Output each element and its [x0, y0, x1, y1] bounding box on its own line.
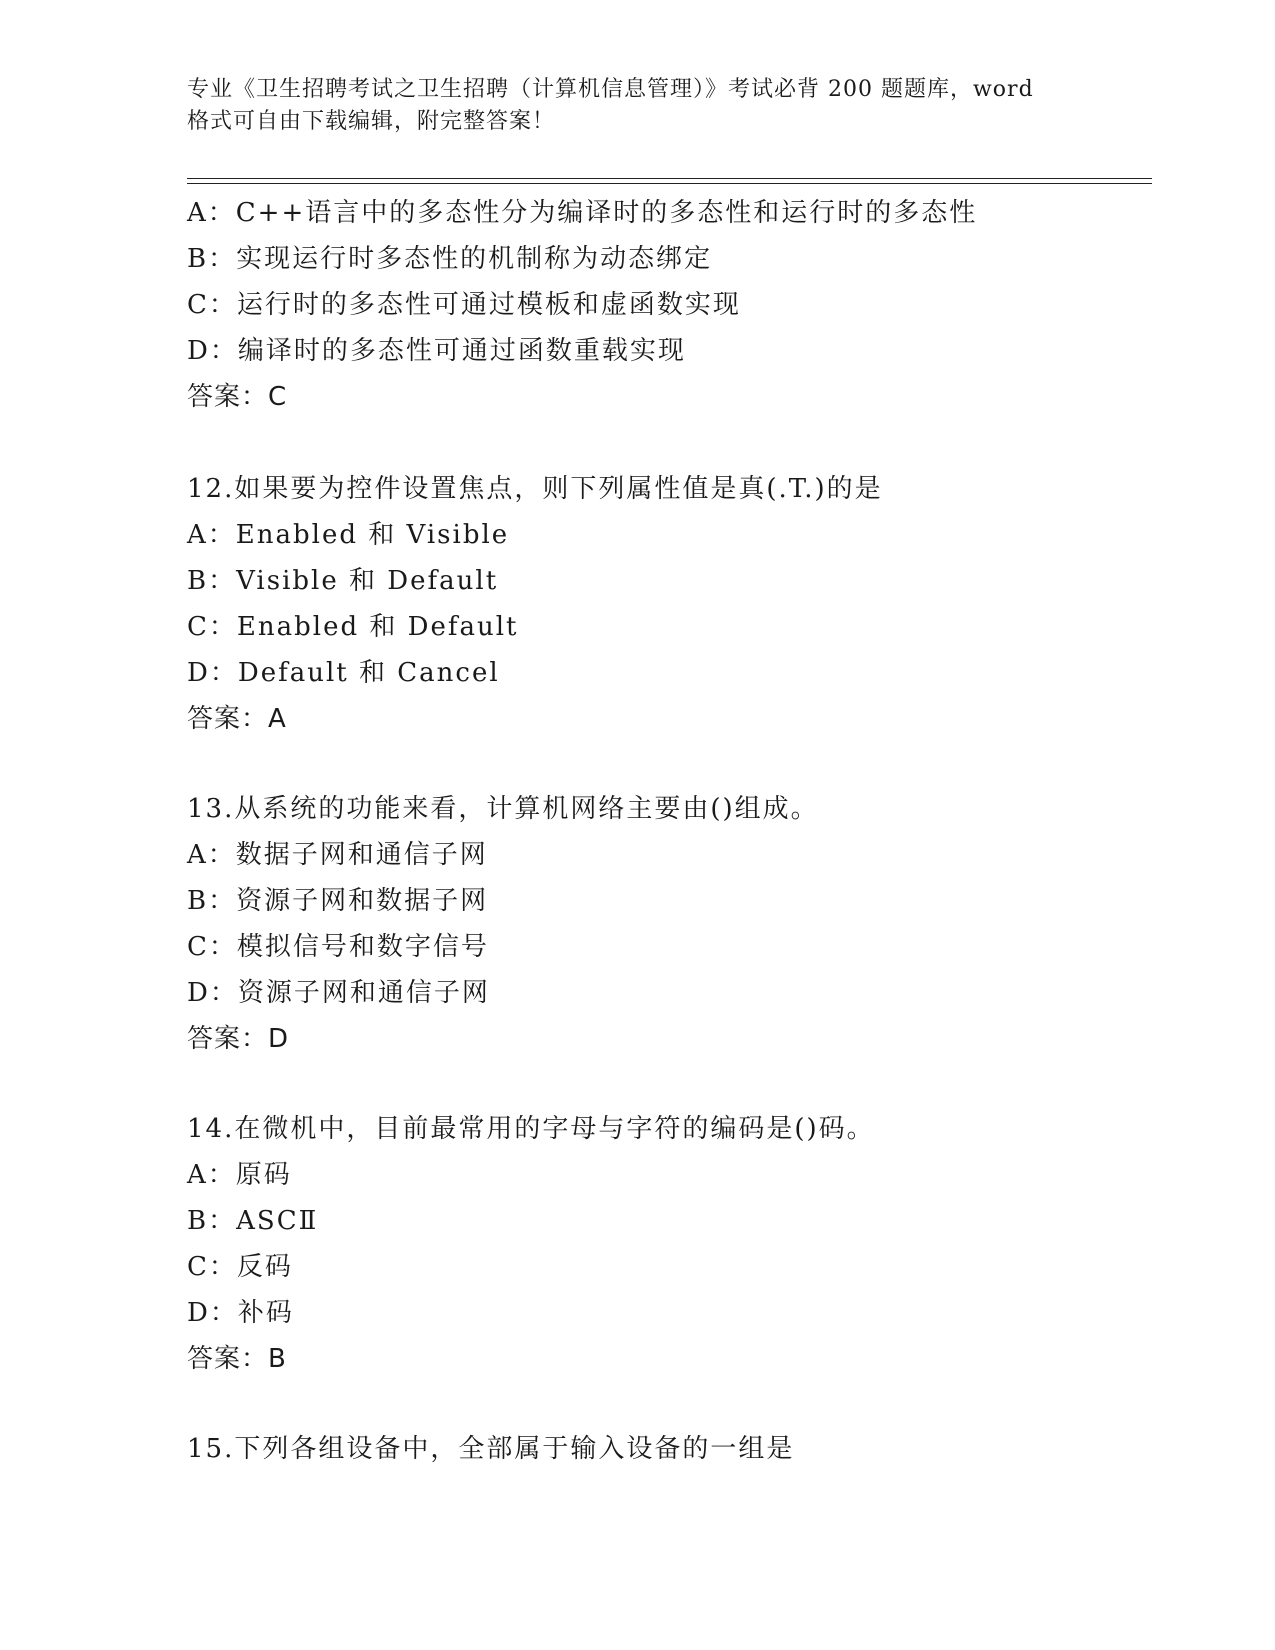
option-c: C：反码	[187, 1252, 293, 1282]
question-block-11	[187, 190, 1187, 420]
answer-label: 答案：D	[187, 1024, 290, 1054]
option-d: D：编译时的多态性可通过函数重载实现	[187, 336, 686, 366]
question-block-13	[187, 786, 1187, 1062]
option-c: C：模拟信号和数字信号	[187, 932, 489, 962]
option-a: A：原码	[187, 1160, 292, 1190]
question-block-12	[187, 466, 1187, 742]
option-d: D：补码	[187, 1298, 294, 1328]
question-block-15	[187, 1426, 1187, 1472]
answer-label: 答案：B	[187, 1344, 287, 1374]
option-b: B：Visible 和 Default	[187, 566, 499, 596]
question-block-14	[187, 1106, 1187, 1382]
header-title-line-2: 格式可自由下载编辑，附完整答案！	[187, 109, 556, 134]
question-text: 13.从系统的功能来看，计算机网络主要由()组成。	[187, 794, 819, 824]
spacer	[187, 420, 1187, 466]
option-c: C：Enabled 和 Default	[187, 612, 519, 642]
question-text: 12.如果要为控件设置焦点，则下列属性值是真(.T.)的是	[187, 474, 883, 504]
option-a: A：C++语言中的多态性分为编译时的多态性和运行时的多态性	[187, 198, 978, 228]
option-c: C：运行时的多态性可通过模板和虚函数实现	[187, 290, 741, 320]
question-list	[187, 190, 1187, 1472]
answer-label: 答案：C	[187, 382, 288, 412]
option-b: B：ASCⅡ	[187, 1206, 319, 1236]
question-text: 14.在微机中，目前最常用的字母与字符的编码是()码。	[187, 1114, 875, 1144]
question-text: 15.下列各组设备中，全部属于输入设备的一组是	[187, 1434, 795, 1464]
option-b: B：实现运行时多态性的机制称为动态绑定	[187, 244, 713, 274]
option-a: A：Enabled 和 Visible	[187, 520, 510, 550]
option-a: A：数据子网和通信子网	[187, 840, 488, 870]
header-divider-top	[187, 178, 1152, 179]
document-header	[187, 74, 1087, 138]
option-b: B：资源子网和数据子网	[187, 886, 489, 916]
spacer	[187, 742, 1187, 786]
answer-label: 答案：A	[187, 704, 287, 734]
header-divider-bottom	[187, 183, 1152, 184]
spacer	[187, 1062, 1187, 1106]
option-d: D：资源子网和通信子网	[187, 978, 490, 1008]
spacer	[187, 1382, 1187, 1426]
option-d: D：Default 和 Cancel	[187, 658, 500, 688]
header-title-line-1: 专业《卫生招聘考试之卫生招聘（计算机信息管理）》考试必背 200 题题库，word	[187, 77, 1034, 102]
